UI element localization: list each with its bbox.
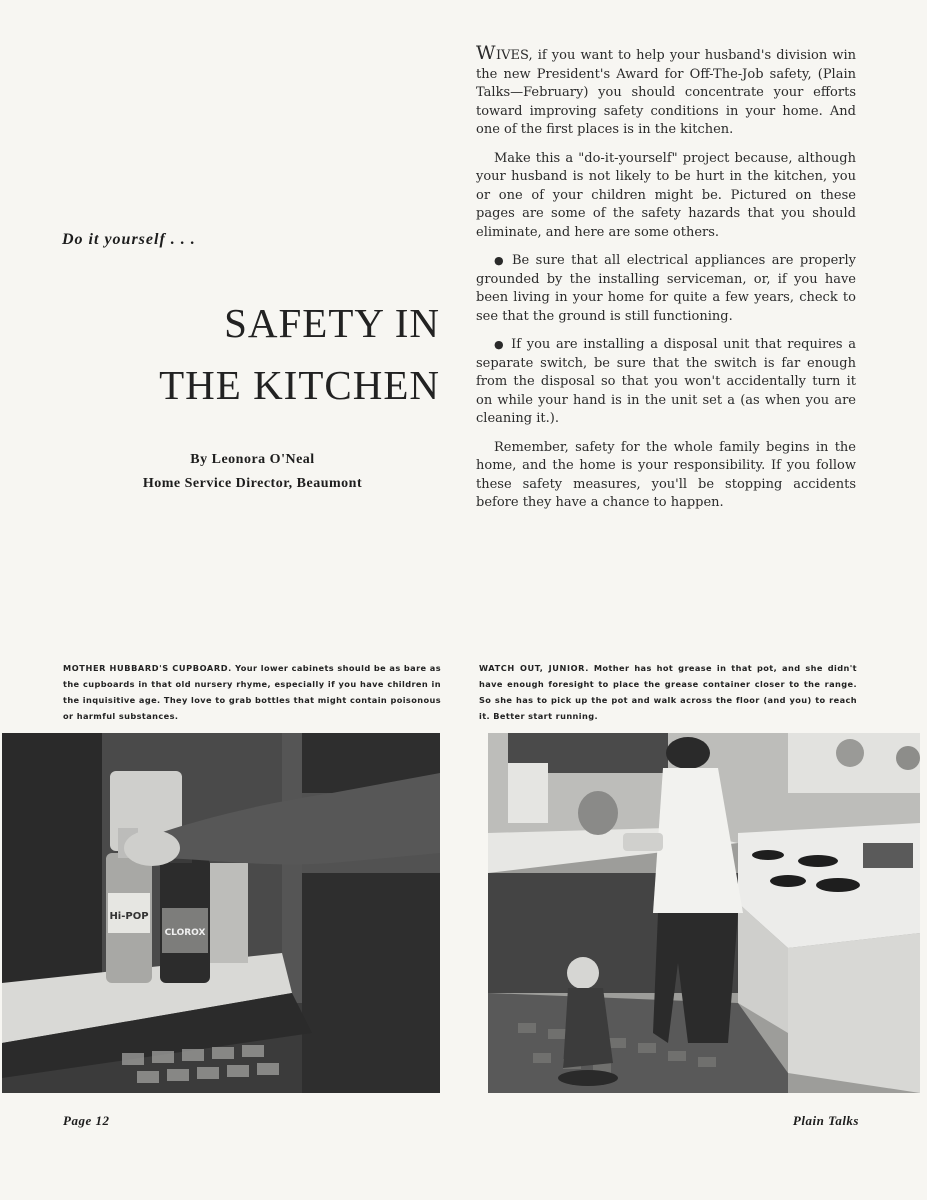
kicker: Do it yourself . . . xyxy=(62,231,196,248)
lead-text: IVES, if you want to help your husband's division win the new President's Award for Off-The-Job safety, (Plain Talks—February) you should concentrate your efforts toward improving safety conditions in your home. And one of the first places is in the kitchen. xyxy=(476,48,856,137)
publication-name: Plain Talks xyxy=(792,1113,859,1128)
bottle-label-left: Hi-POP xyxy=(109,911,149,922)
bullet-item-disposal: ● If you are installing a disposal unit that requires a separate switch, be sure that the switch is far enough from the disposal so that you won't accidentally turn it on while your hand is in the unit set a (as when you are cleaning it.). xyxy=(476,336,856,429)
caption-right xyxy=(479,660,857,724)
caption-right-text: Mother has hot grease in that pot, and she didn't have enough foresight to place the grease container closer to the range. So she has to pick up the pot and walk across the floor (and you) to reach it. Better start running. xyxy=(479,663,857,721)
photo-kitchen xyxy=(488,733,920,1093)
article-paragraph: Make this a "do-it-yourself" project because, although your husband is not likely to be hurt in the kitchen, you or one of your children might be. Pictured on these pages are some of the safety hazards that you should eliminate, and here are some others. xyxy=(476,150,856,240)
article-body xyxy=(476,44,856,523)
byline xyxy=(100,448,405,496)
caption-left xyxy=(63,660,441,724)
page-title xyxy=(60,292,440,416)
byline-role: Home Service Director, Beaumont xyxy=(142,476,363,491)
byline-author: By Leonora O'Neal xyxy=(190,452,315,467)
bottle-label-right: CLOROX xyxy=(164,928,206,938)
page-number: Page 12 xyxy=(63,1113,110,1128)
title-line-1: SAFETY IN xyxy=(224,300,440,346)
bullet-item-grounding: ● Be sure that all electrical appliances are properly grounded by the installing serviceman, or, if you have been living in your home for quite a few years, check to see that the ground is still functioning. xyxy=(476,252,856,326)
drop-initial: W xyxy=(476,42,497,64)
article-lead-paragraph xyxy=(476,44,856,140)
title-line-2: THE KITCHEN xyxy=(159,362,440,408)
photo-cupboard xyxy=(2,733,440,1093)
caption-left-label: MOTHER HUBBARD'S CUPBOARD. xyxy=(63,663,232,673)
article-closing: Remember, safety for the whole family begins in the home, and the home is your responsibility. If you follow these safety measures, you'll be stopping accidents before they have a chance to happen. xyxy=(476,439,856,510)
caption-left-text: Your lower cabinets should be as bare as the cupboards in that old nursery rhyme, especially if you have children in the inquisitive age. They love to grab bottles that might contain poisonous or harmful substances. xyxy=(63,663,441,721)
caption-right-label: WATCH OUT, JUNIOR. xyxy=(479,663,589,673)
